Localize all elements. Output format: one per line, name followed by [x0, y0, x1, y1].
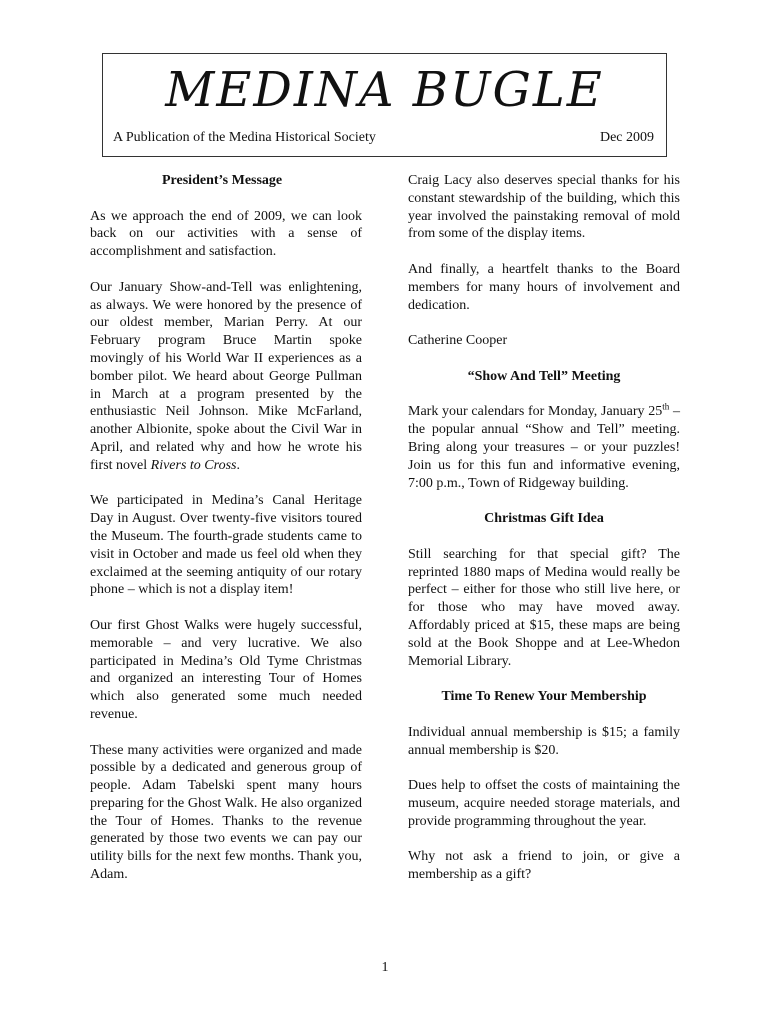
- paragraph: These many activities were organized and made possible by a dedicated and generous group of people. Adam Tabelski spent many hours preparing for the Ghost Walk. He also organized the Tour of Homes. Thanks to the revenue generated by those two events we can pay our utility bills for the next few months. Thank you, Adam.: [90, 742, 362, 883]
- show-and-tell-heading: “Show And Tell” Meeting: [467, 368, 621, 384]
- gift-idea-heading: Christmas Gift Idea: [484, 511, 604, 527]
- paragraph: Dues help to offset the costs of maintaining the museum, acquire needed storage materials, and provide programming throughout the year.: [408, 778, 680, 829]
- text-run: Our January Show-and-Tell was enlightening, as always. We were honored by the presence of our oldest member, Marian Perry. At our February program Bruce Martin spoke movingly of his World War II experiences as a bomber pilot. We heard about George Pullman in March at a program presented by the enthusiastic Neil Johnson. Mike McFarland, another Albionite, spoke about the Civil War in April, and related why and how he wrote his first novel: [90, 279, 362, 473]
- paragraph: Craig Lacy also deserves special thanks for his constant stewardship of the building, which this year involved the painstaking removal of mold from some of the display items.: [408, 173, 680, 242]
- masthead-box: [102, 53, 667, 157]
- page-number: 1: [381, 960, 389, 975]
- ordinal-suffix: th: [662, 401, 670, 412]
- presidents-message-heading: President’s Message: [162, 173, 283, 188]
- text-run: Mark your calendars for Monday, January 25: [408, 404, 663, 420]
- signature: Catherine Cooper: [408, 333, 508, 349]
- right-column: [408, 172, 680, 902]
- issue-date: Dec 2009: [599, 130, 654, 145]
- text-run: .: [236, 457, 240, 473]
- paragraph: Individual annual membership is $15; a family annual membership is $20.: [408, 724, 680, 758]
- paragraph: [90, 279, 362, 475]
- newsletter-title: MEDINA BUGLE: [165, 62, 604, 118]
- paragraph: We participated in Medina’s Canal Heritage Day in August. Over twenty-five visitors toured the Museum. The fourth-grade students came to visit in October and made us feel old when they exclaimed at the seeming antiquity of our rotary phone – which is not a display item!: [90, 493, 362, 598]
- paragraph: Our first Ghost Walks were hugely successful, memorable – and very lucrative. We also participated in Medina’s Old Tyme Christmas and organized an interesting Tour of Homes which also generated some much needed revenue.: [90, 617, 362, 722]
- paragraph: And finally, a heartfelt thanks to the Board members for many hours of involvement and dedication.: [408, 261, 680, 313]
- publication-line: A Publication of the Medina Historical Society: [113, 130, 376, 145]
- paragraph: Why not ask a friend to join, or give a membership as a gift?: [408, 849, 680, 883]
- paragraph: As we approach the end of 2009, we can look back on our activities with a sense of accomplishment and satisfaction.: [90, 208, 362, 260]
- text-run: – the popular annual “Show and Tell” meeting. Bring along your treasures – or your puzzles! Join us for this fun and informative evening, 7:00 p.m., Town of Ridgeway building.: [408, 404, 680, 491]
- membership-heading: Time To Renew Your Membership: [441, 689, 647, 705]
- paragraph: [408, 403, 680, 492]
- left-column: [90, 172, 362, 902]
- book-title: Rivers to Cross: [150, 457, 237, 473]
- paragraph: Still searching for that special gift? The reprinted 1880 maps of Medina would really be perfect – either for those who still live here, or for those who may have moved away. Affordably priced at $15, these maps are being sold at the Book Shoppe and at Lee-Whedon Memorial Library.: [408, 546, 680, 669]
